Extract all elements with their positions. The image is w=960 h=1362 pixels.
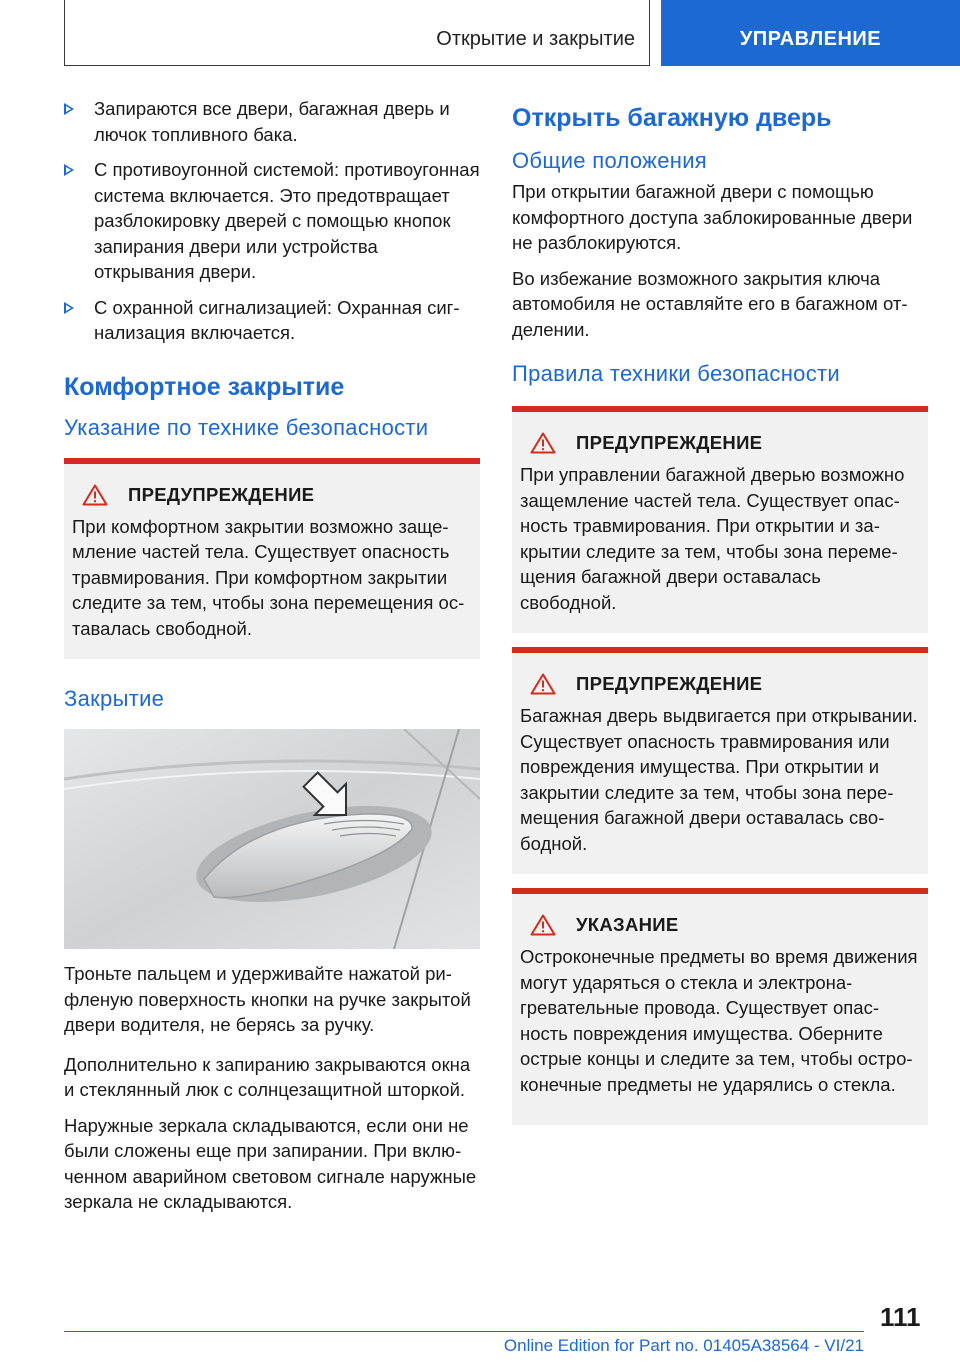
subtitle-safety-rules: Правила техники безопасности bbox=[512, 361, 840, 386]
paragraph-windows-close: Дополнительно к запиранию закрываются окна и стеклянный люк с солнцезащитной шторкой. bbox=[64, 1053, 471, 1100]
warning-triangle-icon bbox=[530, 673, 556, 695]
bullet-triangle-icon bbox=[64, 302, 74, 314]
notice-text: Остроконечные предметы во время движения могут ударяться о стекла и электронагревательные провода. Существует опасность повреждения имущества. Оберните острые концы и следите за тем, чтобы остроконечные предметы не ударялись о стекла. bbox=[520, 946, 918, 1095]
header-chapter-box bbox=[661, 0, 960, 66]
subtitle-safety-note: Указание по технике безопасности bbox=[64, 414, 429, 440]
warning-triangle-icon bbox=[530, 914, 556, 936]
warning-text: Багажная дверь выдвигается при открывании. Существует опасность травмирования или повреждения имущества. При открытии и закрытии следите за тем, чтобы зона перемещения багажной двери оставалась свободной. bbox=[520, 705, 918, 854]
bullet-triangle-icon bbox=[64, 103, 74, 115]
notice-box bbox=[512, 888, 928, 1125]
section-title-comfort-closing: Комфортное закрытие bbox=[64, 372, 345, 401]
warning-box bbox=[64, 458, 480, 660]
paragraph-touch-handle: Троньте пальцем и удерживайте нажатой рифленую поверхность кнопки на ручке закрытой двери водителя, не берясь за ручку. bbox=[64, 963, 471, 1035]
bullet-triangle-icon bbox=[64, 164, 74, 176]
left-column bbox=[64, 96, 480, 1215]
warning-text: При комфортном закрытии возможно защемление частей тела. Существует опасность травмирования. При комфортном закрытии следите за тем, чтобы зона перемещения оставалась свободной. bbox=[72, 515, 465, 639]
page-number: 111 bbox=[880, 1302, 921, 1332]
door-handle-image bbox=[64, 729, 480, 949]
footer-edition: Online Edition for Part no. 01405A38564 - VI/21 bbox=[503, 1336, 864, 1355]
bullet-text: С противоугонной системой: противоугонная система включается. Это предотвращает разблокировку дверей с помощью кнопок запирания двери или устройства открывания двери. bbox=[94, 159, 480, 282]
list-item bbox=[64, 157, 480, 285]
paragraph-mirrors-fold: Наружные зеркала складываются, если они не были сложены еще при запирании. При включенном аварийном световом сигнале наружные зеркала не складываются. bbox=[64, 1114, 477, 1212]
warning-title: ПРЕДУПРЕЖДЕНИЕ bbox=[128, 483, 315, 505]
door-handle-illustration bbox=[64, 729, 480, 949]
warning-triangle-icon bbox=[82, 484, 108, 506]
notice-title: УКАЗАНИЕ bbox=[576, 914, 679, 935]
subtitle-general: Общие положения bbox=[512, 148, 707, 173]
warning-box bbox=[512, 647, 928, 874]
paragraph-comfort-access: При открытии багажной двери с помощью комфортного доступа заблокированные двери не разблокируются. bbox=[512, 181, 913, 253]
warning-text: При управлении багажной дверью возможно защемление частей тела. Существует опасность травмирования. При открытии и закрытии следите за тем, чтобы зона перемещения багажной двери оставалась свободной. bbox=[520, 464, 905, 613]
list-item bbox=[64, 295, 480, 346]
warning-header bbox=[82, 484, 472, 506]
list-item bbox=[64, 96, 480, 147]
warning-triangle-icon bbox=[530, 432, 556, 454]
section-title-open-tailgate: Открыть багажную дверь bbox=[512, 104, 832, 132]
warning-title: ПРЕДУПРЕЖДЕНИЕ bbox=[576, 432, 763, 453]
header-chapter-title: УПРАВЛЕНИЕ bbox=[739, 28, 882, 50]
bullet-text: С охранной сигнализацией: Охранная сигнализация включается. bbox=[94, 296, 460, 343]
warning-header bbox=[530, 673, 920, 695]
paragraph-key-trunk: Во избежание возможного закрытия ключа автомобиля не оставляйте его в багажном отделении. bbox=[512, 267, 908, 340]
bullet-text: Запираются все двери, багажная дверь и лючок топливного бака. bbox=[94, 98, 450, 145]
footer-divider bbox=[64, 1331, 864, 1332]
notice-header bbox=[530, 914, 920, 936]
header-section-title: Открытие и закрытие bbox=[436, 28, 635, 50]
right-column bbox=[512, 96, 928, 1125]
header-section-box bbox=[64, 0, 650, 66]
warning-header bbox=[530, 432, 920, 454]
subtitle-closing: Закрытие bbox=[64, 686, 165, 711]
warning-box bbox=[512, 406, 928, 633]
warning-title: ПРЕДУПРЕЖДЕНИЕ bbox=[576, 673, 763, 694]
